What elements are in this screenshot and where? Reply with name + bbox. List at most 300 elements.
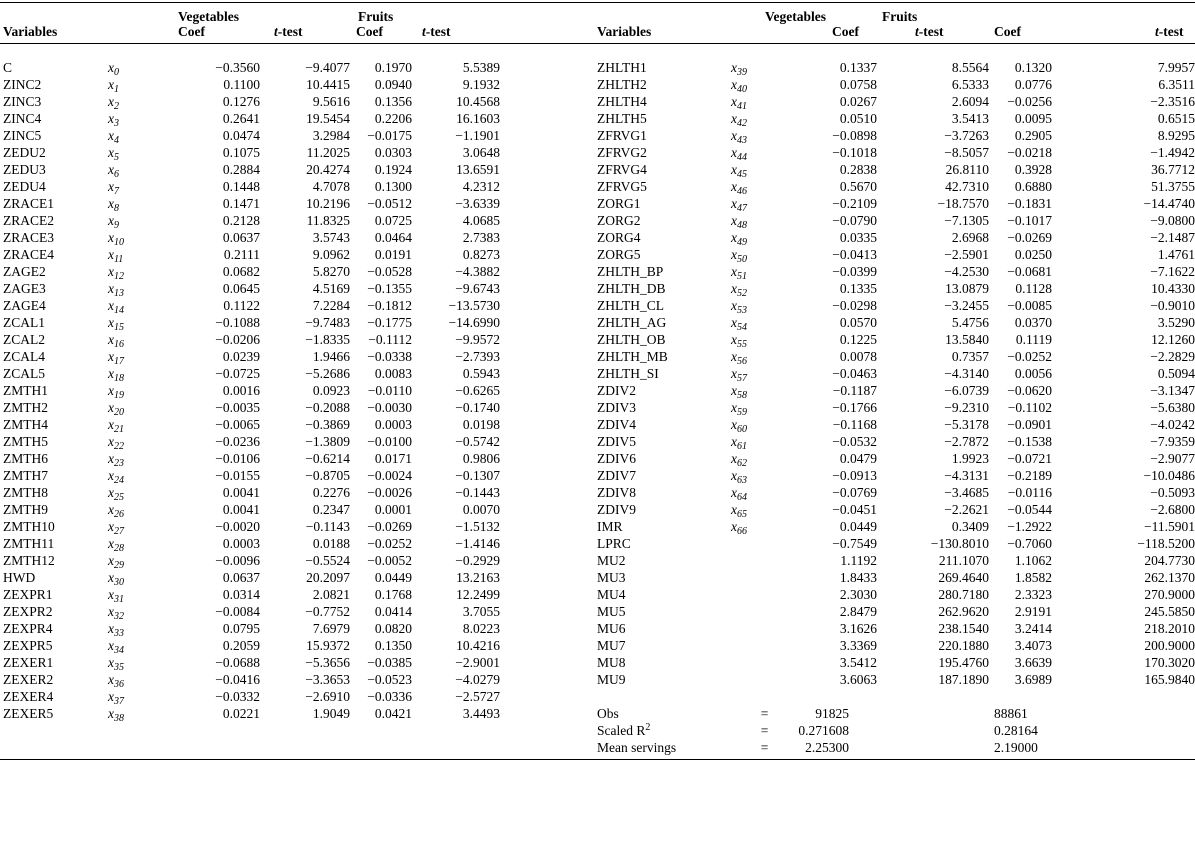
fruit-ttest: −3.6339 xyxy=(455,196,500,211)
fruit-coef: 0.0056 xyxy=(1014,366,1052,381)
variable-name: ZINC2 xyxy=(3,77,42,92)
variable-symbol xyxy=(731,603,798,620)
fruit-coef: −0.0385 xyxy=(367,655,412,670)
variable-name: IMR xyxy=(597,519,623,534)
fruit-coef: 0.0250 xyxy=(1014,247,1052,262)
variable-name: ZINC5 xyxy=(3,128,42,143)
variable-name: ZMTH6 xyxy=(3,451,48,466)
variable-symbol: $x_{12}$ xyxy=(108,264,124,282)
variable-symbol: $x_{40}$ xyxy=(731,77,747,95)
fruit-ttest: −3.1347 xyxy=(1150,383,1195,398)
variable-name: ZMTH2 xyxy=(3,400,48,415)
fruit-ttest: 200.9000 xyxy=(1144,638,1195,653)
summary-fruit-value: 88861 xyxy=(994,706,1028,721)
variable-symbol: $x_{43}$ xyxy=(731,128,747,146)
veg-coef: 0.1100 xyxy=(223,77,260,92)
fruit-ttest: 204.7730 xyxy=(1144,553,1195,568)
veg-ttest: 8.5564 xyxy=(951,60,989,75)
variable-symbol: $x_{30}$ xyxy=(108,570,124,588)
variable-symbol: $x_{33}$ xyxy=(108,621,124,639)
veg-coef: −0.0020 xyxy=(215,519,260,534)
veg-ttest: 11.2025 xyxy=(306,145,350,160)
fruit-coef: 0.0303 xyxy=(374,145,412,160)
veg-coef: 0.0795 xyxy=(222,621,260,636)
table-row xyxy=(0,586,1195,603)
coef-header-fruit-left: Coef xyxy=(356,24,383,39)
fruit-coef: −0.0269 xyxy=(1007,230,1052,245)
veg-coef: −0.1168 xyxy=(832,417,877,432)
fruit-ttest: −10.0486 xyxy=(1143,468,1195,483)
variable-symbol: $x_{13}$ xyxy=(108,281,124,299)
fruit-coef: 0.0820 xyxy=(374,621,412,636)
fruit-coef: 0.1356 xyxy=(374,94,412,109)
fruit-ttest: −118.5200 xyxy=(1137,536,1195,551)
veg-ttest: 11.8325 xyxy=(306,213,350,228)
veg-coef: 0.0221 xyxy=(222,706,260,721)
variable-symbol: $x_{62}$ xyxy=(731,451,747,469)
fruit-coef: −0.0336 xyxy=(367,689,412,704)
veg-ttest: 1.9049 xyxy=(312,706,350,721)
veg-coef: −0.0451 xyxy=(832,502,877,517)
fruit-coef: 0.1924 xyxy=(374,162,412,177)
fruit-ttest: 2.7383 xyxy=(462,230,500,245)
veg-coef: 0.0510 xyxy=(839,111,877,126)
veg-ttest: −2.7872 xyxy=(944,434,989,449)
veg-coef: 0.0479 xyxy=(839,451,877,466)
variable-symbol: $x_{44}$ xyxy=(731,145,747,163)
fruit-coef: 0.0421 xyxy=(374,706,412,721)
table-row xyxy=(0,229,1195,246)
variable-symbol: $x_{29}$ xyxy=(108,553,124,571)
veg-ttest: 211.1070 xyxy=(938,553,989,568)
variable-symbol xyxy=(731,654,798,671)
variable-name: ZRACE1 xyxy=(3,196,55,211)
veg-coef: 0.1225 xyxy=(839,332,877,347)
summary-fruit-value: 0.28164 xyxy=(994,723,1038,738)
variable-symbol: $x_{60}$ xyxy=(731,417,747,435)
fruit-ttest: 36.7712 xyxy=(1151,162,1195,177)
fruit-coef: −0.0024 xyxy=(367,468,412,483)
table-row xyxy=(0,382,1195,399)
fruit-ttest: 10.4568 xyxy=(456,94,500,109)
fruit-coef: 0.0725 xyxy=(374,213,412,228)
fruit-coef: 0.2206 xyxy=(374,111,412,126)
fruit-coef: −0.0681 xyxy=(1007,264,1052,279)
fruit-coef: −0.0030 xyxy=(367,400,412,415)
variable-name: MU2 xyxy=(597,553,626,568)
fruit-ttest: 12.2499 xyxy=(456,587,500,602)
veg-coef: 0.0003 xyxy=(222,536,260,551)
variable-symbol: $x_{20}$ xyxy=(108,400,124,418)
veg-ttest: 10.2196 xyxy=(306,196,350,211)
fruit-coef: 3.2414 xyxy=(1014,621,1052,636)
fruit-coef: 0.1970 xyxy=(374,60,412,75)
variable-symbol: $x_{64}$ xyxy=(731,485,747,503)
veg-ttest: −4.2530 xyxy=(944,264,989,279)
veg-ttest: −130.8010 xyxy=(930,536,989,551)
fruit-ttest: −9.9572 xyxy=(455,332,500,347)
table-row xyxy=(0,314,1195,331)
veg-ttest: 0.2276 xyxy=(312,485,350,500)
fruit-ttest: 0.0070 xyxy=(462,502,500,517)
fruit-coef: −0.0269 xyxy=(367,519,412,534)
variable-name: ZHLTH_SI xyxy=(597,366,659,381)
veg-ttest: 3.5413 xyxy=(951,111,989,126)
veg-ttest: 238.1540 xyxy=(938,621,989,636)
table-row xyxy=(0,280,1195,297)
veg-coef: −0.0725 xyxy=(215,366,260,381)
table-row xyxy=(0,620,1195,637)
veg-ttest: 0.7357 xyxy=(951,349,989,364)
table-row xyxy=(0,365,1195,382)
variable-name: ZEXPR4 xyxy=(3,621,53,636)
fruit-ttest: −2.5727 xyxy=(455,689,500,704)
veg-ttest: 1.9466 xyxy=(312,349,350,364)
table-row xyxy=(0,705,1195,722)
veg-coef: −0.0463 xyxy=(832,366,877,381)
variable-name: ZEXER1 xyxy=(3,655,54,670)
variable-name: ZFRVG2 xyxy=(597,145,647,160)
variable-symbol xyxy=(731,671,798,688)
fruit-ttest: −7.9359 xyxy=(1150,434,1195,449)
variable-name: ZMTH1 xyxy=(3,383,48,398)
variable-name: ZHLTH_MB xyxy=(597,349,668,364)
fruit-coef: 0.0003 xyxy=(374,417,412,432)
veg-ttest: 42.7310 xyxy=(945,179,989,194)
veg-ttest: 280.7180 xyxy=(938,587,989,602)
fruit-ttest: −0.6265 xyxy=(455,383,500,398)
variable-name: ZHLTH_DB xyxy=(597,281,666,296)
veg-ttest: 7.2284 xyxy=(312,298,350,313)
table-row xyxy=(0,671,1195,688)
variable-name: ZAGE4 xyxy=(3,298,46,313)
fruit-ttest: −9.6743 xyxy=(455,281,500,296)
veg-ttest: 195.4760 xyxy=(938,655,989,670)
veg-ttest: 2.6968 xyxy=(951,230,989,245)
veg-ttest: −2.2621 xyxy=(944,502,989,517)
veg-ttest: −0.8705 xyxy=(305,468,350,483)
fruit-coef: −0.0544 xyxy=(1007,502,1052,517)
variable-name: ZHLTH1 xyxy=(597,60,647,75)
coef-header-fruit-right: Coef xyxy=(994,24,1021,39)
variable-name: ZEXER4 xyxy=(3,689,54,704)
variable-name: ZDIV3 xyxy=(597,400,636,415)
veg-coef: −0.0096 xyxy=(215,553,260,568)
variable-name: ZDIV9 xyxy=(597,502,636,517)
variable-name: HWD xyxy=(3,570,36,585)
table-row xyxy=(0,178,1195,195)
ttest-header-fruit-right: t-test xyxy=(1155,24,1184,39)
table-row xyxy=(0,331,1195,348)
veg-coef: −0.3560 xyxy=(215,60,260,75)
fruit-ttest: −1.5132 xyxy=(455,519,500,534)
fruit-coef: 0.0001 xyxy=(374,502,412,517)
veg-coef: 1.8433 xyxy=(839,570,877,585)
veg-coef: 0.1335 xyxy=(839,281,877,296)
table-row xyxy=(0,739,1195,756)
veg-ttest: 15.9372 xyxy=(306,638,350,653)
variable-symbol: $x_{35}$ xyxy=(108,655,124,673)
summary-label: Scaled $R^2$ xyxy=(597,722,651,738)
fruit-ttest: 0.0198 xyxy=(462,417,500,432)
veg-ttest: 26.8110 xyxy=(945,162,989,177)
fruit-ttest: 0.9806 xyxy=(462,451,500,466)
variable-symbol: $x_{32}$ xyxy=(108,604,124,622)
veg-ttest: 1.9923 xyxy=(951,451,989,466)
variable-name: ZMTH7 xyxy=(3,468,48,483)
variable-symbol: $x_{28}$ xyxy=(108,536,124,554)
table-row xyxy=(0,59,1195,76)
veg-ttest: −3.7263 xyxy=(944,128,989,143)
fruit-ttest: 13.2163 xyxy=(456,570,500,585)
fruit-ttest: 262.1370 xyxy=(1144,570,1195,585)
veg-coef: 0.1122 xyxy=(223,298,260,313)
veg-coef: −0.0065 xyxy=(215,417,260,432)
veg-coef: 3.6063 xyxy=(839,672,877,687)
variable-name: ZEXER5 xyxy=(3,706,54,721)
veg-coef: −0.1018 xyxy=(832,145,877,160)
variable-name: MU5 xyxy=(597,604,626,619)
fruit-coef: 0.2905 xyxy=(1014,128,1052,143)
variable-symbol xyxy=(731,535,798,552)
variable-symbol: $x_{15}$ xyxy=(108,315,124,333)
veg-coef: 0.0335 xyxy=(839,230,877,245)
variable-symbol: $x_{65}$ xyxy=(731,502,747,520)
veg-coef: 0.2059 xyxy=(222,638,260,653)
fruit-ttest: −2.3516 xyxy=(1150,94,1195,109)
veg-ttest: 7.6979 xyxy=(312,621,350,636)
fruit-ttest: 8.9295 xyxy=(1157,128,1195,143)
veg-ttest: −1.3809 xyxy=(305,434,350,449)
variable-symbol: $x_{48}$ xyxy=(731,213,747,231)
fruit-ttest: −4.0242 xyxy=(1150,417,1195,432)
variable-symbol: $x_{39}$ xyxy=(731,60,747,78)
veg-coef: −0.1766 xyxy=(832,400,877,415)
fruit-ttest: 0.6515 xyxy=(1157,111,1195,126)
veg-coef: 0.0758 xyxy=(839,77,877,92)
veg-ttest: −3.2455 xyxy=(944,298,989,313)
variable-name: ZDIV8 xyxy=(597,485,636,500)
fruit-ttest: 0.5943 xyxy=(462,366,500,381)
fruit-ttest: 165.9840 xyxy=(1144,672,1195,687)
fruit-coef: 0.1768 xyxy=(374,587,412,602)
fruit-ttest: −11.5901 xyxy=(1144,519,1195,534)
fruit-coef: 0.0171 xyxy=(374,451,412,466)
variable-symbol: $x_{50}$ xyxy=(731,247,747,265)
variable-name: ZORG2 xyxy=(597,213,641,228)
variable-symbol xyxy=(731,552,798,569)
variable-symbol: $x_{63}$ xyxy=(731,468,747,486)
veg-coef: 0.0314 xyxy=(222,587,260,602)
variable-name: ZAGE3 xyxy=(3,281,46,296)
table-row xyxy=(0,76,1195,93)
summary-fruit-value: 2.19000 xyxy=(994,740,1038,755)
variable-name: ZMTH12 xyxy=(3,553,55,568)
fruit-coef: 0.0083 xyxy=(374,366,412,381)
veg-ttest: 6.5333 xyxy=(951,77,989,92)
variable-name: ZORG5 xyxy=(597,247,641,262)
fruit-coef: −0.0338 xyxy=(367,349,412,364)
table-row xyxy=(0,127,1195,144)
variable-name: ZORG4 xyxy=(597,230,641,245)
fruit-coef: 0.0464 xyxy=(374,230,412,245)
table-row xyxy=(0,654,1195,671)
veg-ttest: −0.1143 xyxy=(305,519,350,534)
veg-ttest: 262.9620 xyxy=(938,604,989,619)
veg-ttest: 269.4640 xyxy=(938,570,989,585)
table-row xyxy=(0,518,1195,535)
fruit-ttest: −0.5742 xyxy=(455,434,500,449)
table-row xyxy=(0,212,1195,229)
fruit-ttest: 3.0648 xyxy=(462,145,500,160)
veg-coef: 0.1276 xyxy=(222,94,260,109)
veg-coef: 0.2884 xyxy=(222,162,260,177)
veg-ttest: −0.6214 xyxy=(305,451,350,466)
variable-symbol: $x_{42}$ xyxy=(731,111,747,129)
veg-coef: 3.5412 xyxy=(839,655,877,670)
variable-name: ZHLTH2 xyxy=(597,77,647,92)
variable-name: ZHLTH_OB xyxy=(597,332,666,347)
veg-coef: 0.0267 xyxy=(839,94,877,109)
equals-sign: = xyxy=(760,740,769,755)
veg-ttest: 3.5743 xyxy=(312,230,350,245)
veg-ttest: 187.1890 xyxy=(938,672,989,687)
variable-symbol: $x_{61}$ xyxy=(731,434,747,452)
fruit-ttest: 10.4330 xyxy=(1151,281,1195,296)
fruit-coef: −0.0026 xyxy=(367,485,412,500)
fruit-coef: −0.1812 xyxy=(367,298,412,313)
fruit-ttest: 16.1603 xyxy=(456,111,500,126)
veg-coef: −0.1187 xyxy=(832,383,877,398)
veg-coef: 0.1471 xyxy=(222,196,260,211)
veg-ttest: −1.8335 xyxy=(305,332,350,347)
fruit-coef: 3.6639 xyxy=(1014,655,1052,670)
variable-name: ZDIV7 xyxy=(597,468,636,483)
variable-name: ZCAL4 xyxy=(3,349,45,364)
fruit-coef: 0.0095 xyxy=(1014,111,1052,126)
variables-header-left: Variables xyxy=(3,24,58,39)
variable-symbol: $x_{57}$ xyxy=(731,366,747,384)
variable-name: ZRACE3 xyxy=(3,230,55,245)
table-row xyxy=(0,688,1195,705)
veg-coef: −0.7549 xyxy=(832,536,877,551)
variable-name: ZCAL2 xyxy=(3,332,45,347)
variable-symbol: $x_{53}$ xyxy=(731,298,747,316)
variable-name: ZEDU2 xyxy=(3,145,46,160)
fruit-coef: 0.0191 xyxy=(374,247,412,262)
table-row xyxy=(0,93,1195,110)
fruit-coef: −0.0523 xyxy=(367,672,412,687)
fruit-ttest: −0.5093 xyxy=(1150,485,1195,500)
variable-symbol: $x_3$ xyxy=(108,111,119,129)
veg-coef: 1.1192 xyxy=(840,553,877,568)
variable-name: ZHLTH_CL xyxy=(597,298,664,313)
variable-name: ZDIV6 xyxy=(597,451,636,466)
fruit-ttest: −4.0279 xyxy=(455,672,500,687)
variable-symbol: $x_8$ xyxy=(108,196,119,214)
variable-name: ZRACE4 xyxy=(3,247,55,262)
veg-coef: 0.2641 xyxy=(222,111,260,126)
veg-ttest: 0.0923 xyxy=(312,383,350,398)
fruit-ttest: −2.9077 xyxy=(1150,451,1195,466)
fruit-ttest: 245.5850 xyxy=(1144,604,1195,619)
variable-symbol: $x_{47}$ xyxy=(731,196,747,214)
variable-name: ZEDU4 xyxy=(3,179,46,194)
variable-symbol: $x_{54}$ xyxy=(731,315,747,333)
fruit-coef: −0.1355 xyxy=(367,281,412,296)
variable-symbol: $x_{51}$ xyxy=(731,264,747,282)
table-row xyxy=(0,348,1195,365)
variable-name: ZINC4 xyxy=(3,111,42,126)
fruit-ttest: 51.3755 xyxy=(1151,179,1195,194)
fruit-ttest: −2.1487 xyxy=(1150,230,1195,245)
fruit-ttest: 3.7055 xyxy=(462,604,500,619)
veg-ttest: 0.2347 xyxy=(312,502,350,517)
fruit-ttest: 1.4761 xyxy=(1157,247,1195,262)
veg-ttest: 3.2984 xyxy=(312,128,350,143)
variable-name: ZFRVG5 xyxy=(597,179,647,194)
fruits-header-right: Fruits xyxy=(882,9,918,24)
veg-coef: −0.0106 xyxy=(215,451,260,466)
fruit-ttest: 6.3511 xyxy=(1158,77,1195,92)
variable-symbol: $x_{17}$ xyxy=(108,349,124,367)
variable-symbol: $x_{56}$ xyxy=(731,349,747,367)
fruit-coef: 0.6880 xyxy=(1014,179,1052,194)
fruit-coef: 0.1350 xyxy=(374,638,412,653)
fruit-coef: −0.0901 xyxy=(1007,417,1052,432)
fruit-ttest: −2.6800 xyxy=(1150,502,1195,517)
veg-coef: −0.0399 xyxy=(832,264,877,279)
fruit-ttest: −13.5730 xyxy=(448,298,500,313)
fruit-coef: −0.1102 xyxy=(1007,400,1052,415)
veg-ttest: 2.0821 xyxy=(312,587,350,602)
veg-ttest: −4.3131 xyxy=(944,468,989,483)
fruit-ttest: −2.9001 xyxy=(455,655,500,670)
variable-symbol: $x_{46}$ xyxy=(731,179,747,197)
fruit-ttest: 0.8273 xyxy=(462,247,500,262)
variable-name: ZEXPR1 xyxy=(3,587,53,602)
variable-symbol: $x_2$ xyxy=(108,94,119,112)
fruit-ttest: −0.1740 xyxy=(455,400,500,415)
fruit-coef: −0.0052 xyxy=(367,553,412,568)
variable-symbol xyxy=(731,620,798,637)
variable-name: ZMTH5 xyxy=(3,434,48,449)
veg-ttest: 10.4415 xyxy=(306,77,350,92)
fruit-coef: −0.0175 xyxy=(367,128,412,143)
fruit-coef: −0.1112 xyxy=(368,332,412,347)
variable-symbol: $x_{19}$ xyxy=(108,383,124,401)
bottom-rule xyxy=(0,756,1195,760)
table-row xyxy=(0,450,1195,467)
fruit-coef: −0.0252 xyxy=(367,536,412,551)
variable-symbol: $x_{49}$ xyxy=(731,230,747,248)
veg-ttest: −2.5901 xyxy=(944,247,989,262)
veg-coef: 0.0682 xyxy=(222,264,260,279)
veg-ttest: −0.5524 xyxy=(305,553,350,568)
variable-symbol: $x_{25}$ xyxy=(108,485,124,503)
variable-name: ZRACE2 xyxy=(3,213,55,228)
variable-symbol: $x_{18}$ xyxy=(108,366,124,384)
fruit-coef: −0.0116 xyxy=(1007,485,1052,500)
variable-symbol: $x_{21}$ xyxy=(108,417,124,435)
veg-coef: −0.0532 xyxy=(832,434,877,449)
variable-name: ZINC3 xyxy=(3,94,42,109)
variable-symbol: $x_{16}$ xyxy=(108,332,124,350)
veg-ttest: 4.5169 xyxy=(312,281,350,296)
table-row xyxy=(0,263,1195,280)
veg-ttest: −2.6910 xyxy=(305,689,350,704)
fruit-coef: 1.1062 xyxy=(1014,553,1052,568)
